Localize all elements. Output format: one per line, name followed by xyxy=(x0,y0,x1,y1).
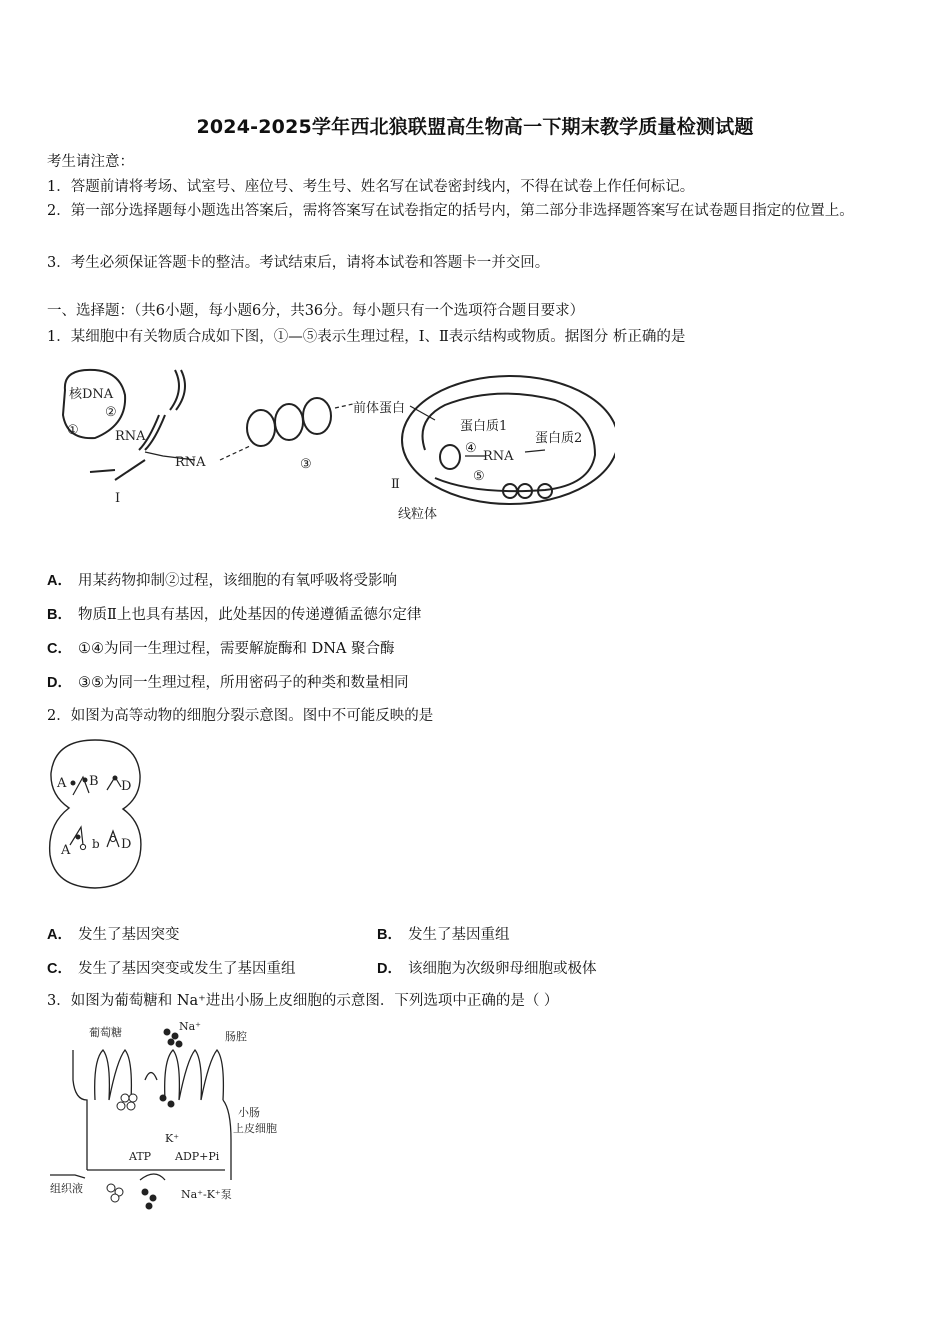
q2-option-c[interactable]: C． 发生了基因突变或发生了基因重组 xyxy=(47,961,296,977)
svg-text:b: b xyxy=(92,837,100,851)
q2-option-d[interactable]: D． 该细胞为次级卵母细胞或极体 xyxy=(377,961,597,977)
er-fragment xyxy=(170,370,179,410)
svg-text:④: ④ xyxy=(465,441,477,456)
svg-text:上皮细胞: 上皮细胞 xyxy=(233,1122,277,1135)
svg-text:蛋白质1: 蛋白质1 xyxy=(460,419,508,434)
q1-option-c[interactable]: C． ①④为同一生理过程，需要解旋酶和 DNA 聚合酶 xyxy=(47,641,395,657)
svg-text:③: ③ xyxy=(300,457,312,472)
label-nucleus-dna: 核DNA xyxy=(69,387,114,402)
svg-text:葡萄糖: 葡萄糖 xyxy=(89,1026,122,1039)
svg-text:小肠: 小肠 xyxy=(238,1106,260,1119)
ribosome-2 xyxy=(275,404,303,440)
q3-figure xyxy=(45,1020,285,1220)
notice-item-2: 2．第一部分选择题每小题选出答案后，需将答案写在试卷指定的括号内，第二部分非选择题答案写在试卷题目指定的位置上。 xyxy=(47,203,854,219)
svg-text:⑤: ⑤ xyxy=(473,469,485,484)
svg-text:B: B xyxy=(89,774,99,789)
svg-text:D: D xyxy=(121,779,132,794)
q2-option-b[interactable]: B． 发生了基因重组 xyxy=(377,927,510,943)
svg-text:Ⅰ: Ⅰ xyxy=(115,491,121,506)
q1-figure xyxy=(55,360,615,530)
svg-text:ATP: ATP xyxy=(129,1150,152,1163)
q1-option-d[interactable]: D． ③⑤为同一生理过程，所用密码子的种类和数量相同 xyxy=(47,675,409,691)
notice-item-1: 1．答题前请将考场、试室号、座位号、考生号、姓名写在试卷密封线内，不得在试卷上作任何标记。 xyxy=(47,179,695,195)
dividing-cell-outline xyxy=(50,740,141,888)
svg-text:组织液: 组织液 xyxy=(50,1182,83,1195)
ribosome-1 xyxy=(247,410,275,446)
svg-text:②: ② xyxy=(105,405,117,420)
q3-stem: 3．如图为葡萄糖和 Na⁺进出小肠上皮细胞的示意图．下列选项中正确的是（ ） xyxy=(47,993,559,1009)
svg-text:A: A xyxy=(57,776,67,791)
svg-text:Na⁺-K⁺泵: Na⁺-K⁺泵 xyxy=(181,1188,232,1201)
notice-item-3: 3．考生必须保证答题卡的整洁。考试结束后，请将本试卷和答题卡一并交回。 xyxy=(47,255,550,271)
svg-text:线粒体: 线粒体 xyxy=(398,507,438,522)
q2-option-a[interactable]: A． 发生了基因突变 xyxy=(47,927,180,943)
svg-text:肠腔: 肠腔 xyxy=(225,1030,247,1043)
notice-heading: 考生请注意： xyxy=(47,154,134,170)
svg-text:RNA: RNA xyxy=(115,429,146,444)
q2-figure xyxy=(45,735,150,893)
svg-text:Na⁺: Na⁺ xyxy=(179,1020,201,1033)
page-title: 2024-2025学年西北狼联盟高生物高一下期末教学质量检测试题 xyxy=(196,116,754,138)
svg-text:蛋白质2: 蛋白质2 xyxy=(535,431,583,446)
svg-text:RNA: RNA xyxy=(175,455,206,470)
svg-text:ADP+Pi: ADP+Pi xyxy=(175,1150,220,1163)
svg-text:A: A xyxy=(61,843,71,858)
q1-option-a[interactable]: A． 用某药物抑制②过程，该细胞的有氧呼吸将受影响 xyxy=(47,573,397,589)
svg-text:K⁺: K⁺ xyxy=(165,1132,180,1145)
svg-text:D: D xyxy=(121,837,132,852)
q2-stem: 2．如图为高等动物的细胞分裂示意图。图中不可能反映的是 xyxy=(47,708,434,724)
svg-text:①: ① xyxy=(67,423,79,438)
section-heading: 一、选择题：（共6小题，每小题6分，共36分。每小题只有一个选项符合题目要求） xyxy=(47,303,585,319)
svg-text:前体蛋白: 前体蛋白 xyxy=(353,401,406,416)
svg-text:RNA: RNA xyxy=(483,449,514,464)
svg-text:Ⅱ: Ⅱ xyxy=(391,477,400,492)
mito-dna xyxy=(440,445,460,469)
q1-option-b[interactable]: B． 物质Ⅱ上也具有基因，此处基因的传递遵循孟德尔定律 xyxy=(47,607,422,623)
q1-stem: 1．某细胞中有关物质合成如下图，①—⑤表示生理过程，Ⅰ、Ⅱ表示结构或物质。据图分 析正确的是 xyxy=(47,329,686,345)
ribosome-3 xyxy=(303,398,331,434)
